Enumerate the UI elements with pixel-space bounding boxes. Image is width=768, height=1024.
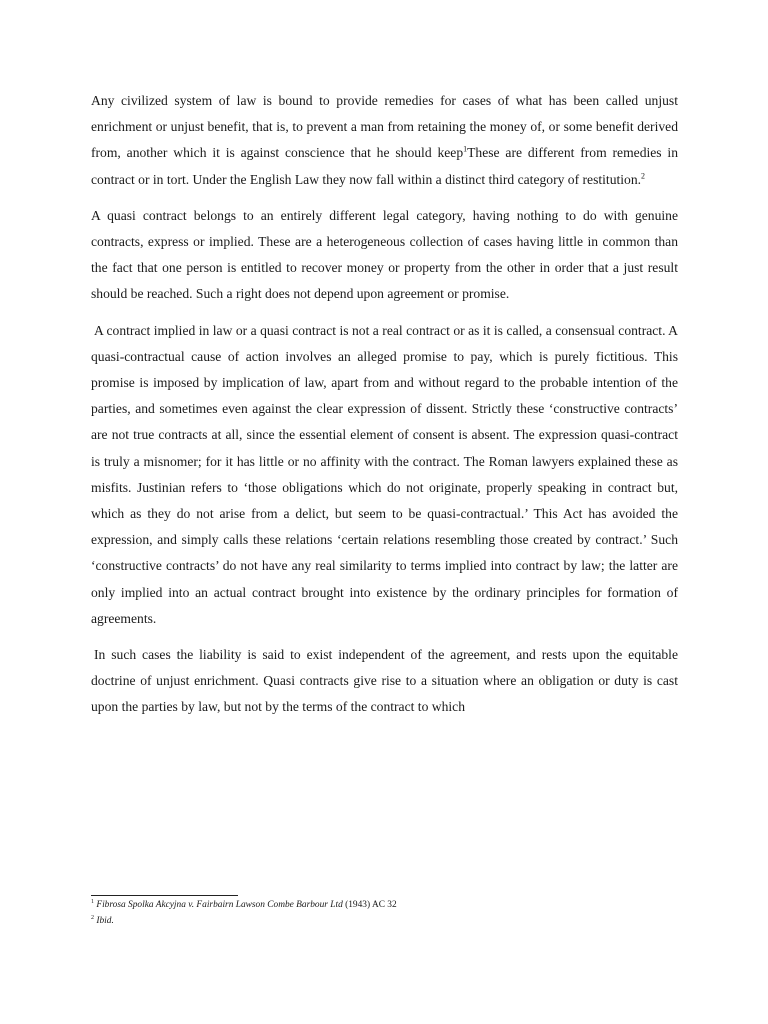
paragraph-text: Any civilized system of law is bound to provide remedies for cases of what has been called unjust enrichment or unjust benefit, that is, to prevent a man from retaining the money of, or some benefit derived from, another which it is against conscience that he should keep bbox=[91, 93, 678, 161]
footnote-citation: Ibid. bbox=[96, 915, 114, 926]
footnote-number: 2 bbox=[91, 914, 94, 921]
footnote-citation: Fibrosa Spolka Akcyjna v. Fairbairn Lawson Combe Barbour Ltd bbox=[96, 900, 343, 910]
footnotes bbox=[91, 898, 678, 929]
footnote-reference-2[interactable]: 2 bbox=[641, 171, 646, 181]
footnote-separator bbox=[91, 895, 238, 896]
paragraph-quasi-contract-category: A quasi contract belongs to an entirely different legal category, having nothing to do with genuine contracts, express or implied. These are a heterogeneous collection of cases having little in common than the fact that one person is entitled to recover money or property from the other in order that a just result should be reached. Such a right does not depend upon agreement or promise. bbox=[91, 207, 678, 302]
footnote-2 bbox=[91, 914, 678, 930]
document-body bbox=[91, 88, 678, 731]
paragraph-contract-implied-in-law: A contract implied in law or a quasi contract is not a real contract or as it is called, a consensual contract. A quasi-contractual cause of action involves an alleged promise to pay, which is purely fictitious. This promise is imposed by implication of law, apart from and without regard to the probable intention of the parties, and sometimes even against the clear expression of dissent. Strictly these ‘constructive contracts’ are not true contracts at all, since the essential element of consent is absent. The expression quasi-contract is truly a misnomer; for it has little or no affinity with the contract. The Roman lawyers explained these as misfits. Justinian refers to ‘those obligations which do not originate, properly speaking in contract but, which as they do not arise from a delict, but seem to be quasi-contractual.’ This Act has avoided the expression, and simply calls these relations ‘certain relations resembling those created by contract.’ Such ‘constructive contracts’ do not have any real similarity to terms implied into contract by law; the latter are only implied into an actual contract brought into existence by the ordinary principles for formation of agreements. bbox=[91, 322, 678, 626]
paragraph-text: These are different from remedies in contract or in tort. Under the English Law they now fall within a distinct third category of restitution. bbox=[91, 145, 679, 187]
footnote-reference-1[interactable]: 1 bbox=[463, 144, 468, 154]
footnote-citation-detail: (1943) AC 32 bbox=[342, 900, 397, 910]
paragraph-liability: In such cases the liability is said to exist independent of the agreement, and rests upon the equitable doctrine of unjust enrichment. Quasi contracts give rise to a situation where an obligation or duty is cast upon the parties by law, but not by the terms of the contract to which bbox=[91, 647, 678, 715]
paragraph-unjust-enrichment bbox=[91, 88, 678, 193]
footnote-1 bbox=[91, 898, 678, 914]
footnote-number: 1 bbox=[91, 898, 94, 905]
